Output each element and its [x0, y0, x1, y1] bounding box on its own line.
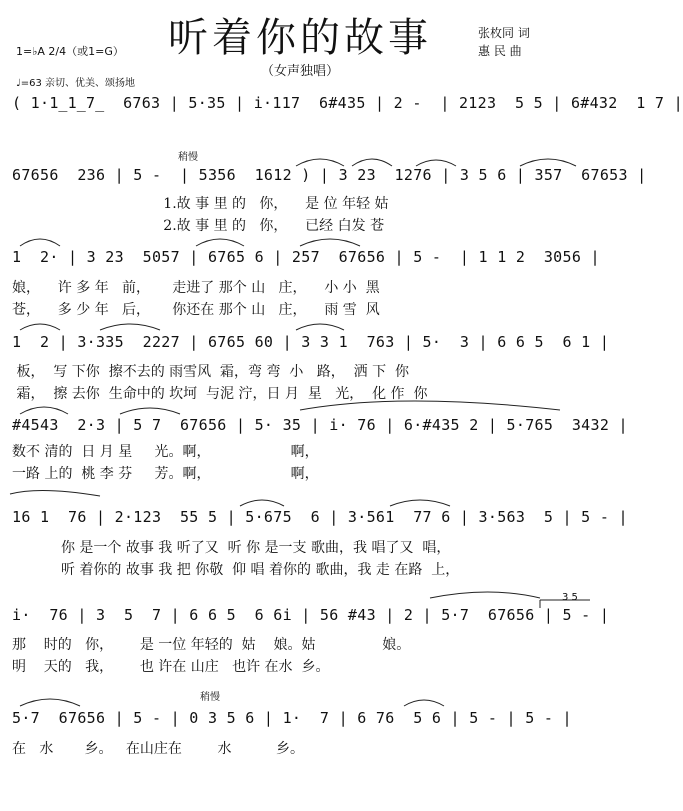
composer-credit: 惠 民 曲 [478, 44, 522, 58]
slur-mark [10, 490, 100, 496]
key-signature: 1=♭A 2/4（或1=G） [16, 45, 124, 58]
slur-mark [430, 592, 540, 598]
slur-mark [390, 500, 450, 506]
lyric-row-3-verse-2: 苍， 多 少 年 后， 你还在 那个 山 庄， 雨 雪 风 [12, 302, 380, 318]
slur-mark [100, 324, 160, 330]
slur-mark [296, 159, 344, 166]
lyric-row-3-verse-1: 娘， 许 多 年 前， 走进了 那个 山 庄， 小 小 黑 [12, 280, 380, 296]
performance-note: （女声独唱） [260, 64, 339, 79]
score-row-6: 16 1 76 | 2·123 55 5 | 5·675 6 | 3·561 77 6 | 3·563 5 | 5 - | [12, 508, 628, 526]
slur-mark [352, 159, 392, 166]
lyric-row-7-verse-1: 那 时的 你， 是 一位 年轻的 姑 娘。姑 娘。 [12, 637, 411, 653]
lyric-row-2-verse-1: 1.故 事 里 的 你， 是 位 年轻 姑 [12, 196, 389, 212]
lyric-row-5-verse-1: 数不 清的 日 月 星 光。啊， 啊， [12, 444, 319, 460]
slur-mark [300, 239, 360, 246]
score-row-3: 1 2· | 3 23 5057 | 6765 6 | 257 67656 | 5 - | 1 1 2 3056 | [12, 248, 600, 266]
slur-mark [296, 324, 344, 330]
song-title: 听着你的故事 [168, 15, 432, 61]
lyric-row-2-verse-2: 2.故 事 里 的 你， 已经 白发 苍 [12, 218, 385, 234]
ritardando-mark-2: 稍慢 [200, 692, 220, 703]
ending-bracket-notes: 3 5 [562, 592, 578, 603]
score-row-7: i· 76 | 3 5 7 | 6 6 5 6 6i | 56 #43 | 2 | 5·7 67656 | 5 - | [12, 606, 610, 624]
slur-mark [240, 500, 284, 506]
slur-mark [20, 324, 60, 330]
lyric-row-6-verse-2: 听 着你的 故事 我 把 你敬 仰 唱 着你的 歌曲，我 走 在路 上， [12, 562, 460, 578]
lyric-row-8: 在 水 乡。 在山庄在 水 乡。 [12, 741, 304, 757]
slur-mark [120, 408, 180, 414]
tempo-marking: ♩=63 亲切、优美、颂扬地 [16, 78, 135, 89]
lyric-row-7-verse-2: 明 天的 我， 也 许在 山庄 也许 在水 乡。 [12, 659, 330, 675]
score-row-2: 67656 236 | 5 - | 5356 1612 ) | 3 23 1276 | 3 5 6 | 357 67653 | [12, 166, 647, 184]
score-row-8: 5·7 67656 | 5 - | 0 3 5 6 | 1· 7 | 6 76 5 6 | 5 - | 5 - | [12, 709, 572, 727]
slur-mark [20, 699, 80, 706]
score-row-1: ( 1·1̲1̲7̲ 6763 | 5·35 | i·117 6#435 | 2 - | 2123 5 5 | 6#432 1 7 | [12, 94, 683, 112]
lyricist-credit: 张枚同 词 [478, 26, 530, 40]
slur-mark [520, 159, 576, 166]
slur-mark [196, 239, 244, 246]
slur-mark [20, 407, 68, 414]
score-row-4: 1 2 | 3·335 2227 | 6765 60 | 3 3 1 763 | 5· 3 | 6 6 5 6 1 | [12, 333, 610, 351]
ritardando-mark: 稍慢 [178, 152, 198, 163]
lyric-row-4-verse-2: 霜， 擦 去你 生命中的 坎坷 与泥 泞，日 月 星 光， 化 作 你 [12, 386, 428, 402]
slur-mark [20, 239, 60, 246]
lyric-row-6-verse-1: 你 是一个 故事 我 听了又 听 你 是一支 歌曲，我 唱了又 唱， [12, 540, 451, 556]
lyric-row-4-verse-1: 板， 写 下你 擦不去的 雨雪风 霜，弯 弯 小 路， 洒 下 你 [12, 364, 410, 380]
slur-mark [404, 700, 444, 706]
score-row-5: #4543 2·3 | 5 7 67656 | 5· 35 | i· 76 | 6·#435 2 | 5·765 3432 | [12, 416, 628, 434]
lyric-row-5-verse-2: 一路 上的 桃 李 芬 芳。啊， 啊， [12, 466, 319, 482]
